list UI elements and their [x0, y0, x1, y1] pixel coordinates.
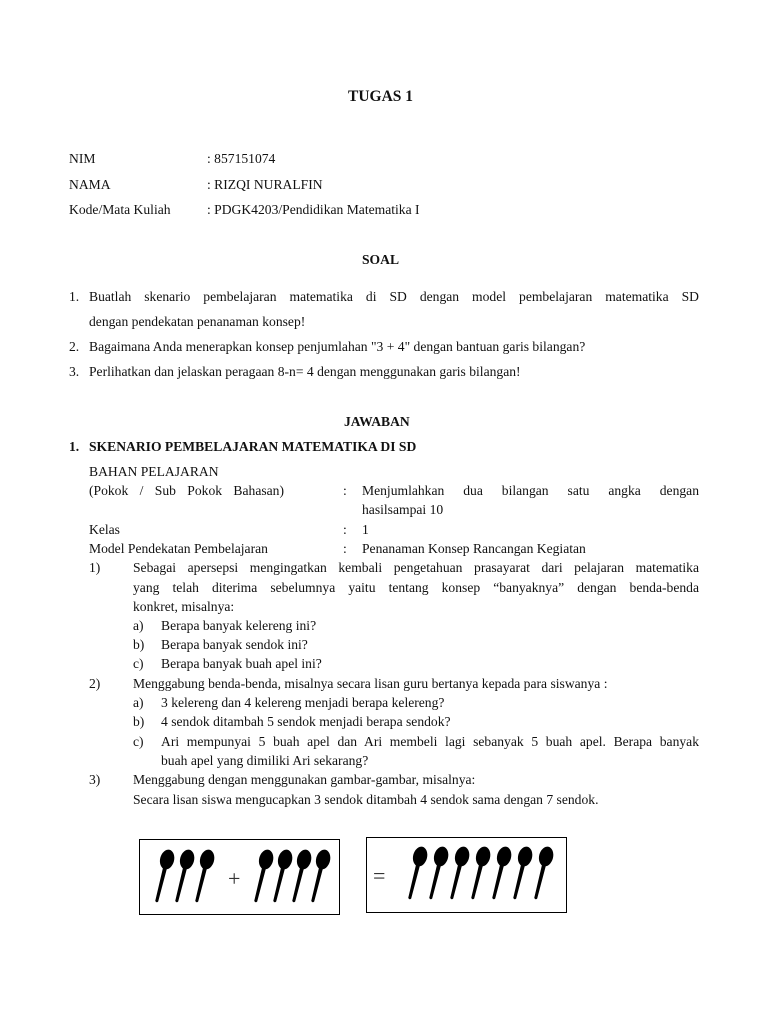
bahan-heading: BAHAN PELAJARAN: [89, 464, 219, 479]
step-number: 3): [89, 772, 101, 787]
soal-text: Bagaimana Anda menerapkan konsep penjumlahan "3 + 4" dengan bantuan garis bilangan?: [89, 339, 586, 354]
bahan-colon: :: [343, 541, 347, 556]
step-item-letter: b): [133, 637, 145, 652]
bahan-value: 1: [362, 522, 369, 537]
step-text: Menggabung dengan menggunakan gambar-gambar, misalnya:: [133, 772, 476, 787]
step-item-text: 3 kelereng dan 4 kelereng menjadi berapa kelereng?: [161, 695, 445, 710]
section-title: SKENARIO PEMBELAJARAN MATEMATIKA DI SD: [89, 439, 417, 454]
bahan-value: Menjumlahkan dua bilangan satu angka dengan: [362, 483, 699, 498]
step-text: Menggabung benda-benda, misalnya secara lisan guru bertanya kepada para siswanya :: [133, 676, 608, 691]
step-text: yang telah diterima sebelumnya yaitu tentang konsep “banyaknya” dengan benda-benda: [133, 580, 699, 595]
identity-label-nama: NAMA: [69, 177, 111, 192]
step-item-letter: c): [133, 656, 144, 671]
step-item-text-continued: buah apel yang dimiliki Ari sekarang?: [161, 753, 369, 768]
bahan-colon: :: [343, 522, 347, 537]
identity-value-nim: : 857151074: [207, 151, 276, 166]
jawaban-heading: JAWABAN: [344, 414, 410, 429]
bahan-colon: :: [343, 483, 347, 498]
step-item-text: 4 sendok ditambah 5 sendok menjadi berapa sendok?: [161, 714, 451, 729]
equals-sign: =: [373, 863, 386, 888]
step-item-letter: b): [133, 714, 145, 729]
bahan-value: Penanaman Konsep Rancangan Kegiatan: [362, 541, 586, 556]
spoon-icon: [191, 848, 215, 908]
step-item-text: Ari mempunyai 5 buah apel dan Ari membeli lagi sebanyak 5 buah apel. Berapa banyak: [161, 734, 699, 749]
soal-text: Perlihatkan dan jelaskan peragaan 8-n= 4 dengan menggunakan garis bilangan!: [89, 364, 521, 379]
step-number: 2): [89, 676, 101, 691]
step-text: Sebagai apersepsi mengingatkan kembali pengetahuan prasayarat dari pelajaran matematika: [133, 560, 699, 575]
step-item-letter: a): [133, 618, 144, 633]
spoon-icon: [307, 848, 331, 908]
step-item-text: Berapa banyak sendok ini?: [161, 637, 308, 652]
identity-value-course: : PDGK4203/Pendidikan Matematika I: [207, 202, 420, 217]
soal-text: Buatlah skenario pembelajaran matematika di SD dengan model pembelajaran matematika SD: [89, 289, 699, 304]
soal-number: 2.: [69, 339, 80, 354]
step-text: konkret, misalnya:: [133, 599, 235, 614]
spoon-icon: [530, 845, 554, 905]
section-number: 1.: [69, 439, 80, 454]
identity-label-course: Kode/Mata Kuliah: [69, 202, 171, 217]
bahan-label: Kelas: [89, 522, 120, 537]
plus-sign: +: [228, 866, 241, 891]
step-item-text: Berapa banyak kelereng ini?: [161, 618, 317, 633]
identity-value-nama: : RIZQI NURALFIN: [207, 177, 323, 192]
step-text: Secara lisan siswa mengucapkan 3 sendok ditambah 4 sendok sama dengan 7 sendok.: [133, 792, 599, 807]
step-number: 1): [89, 560, 101, 575]
soal-number: 1.: [69, 289, 80, 304]
page-title: TUGAS 1: [348, 88, 414, 105]
identity-label-nim: NIM: [69, 151, 96, 166]
bahan-label: Model Pendekatan Pembelajaran: [89, 541, 268, 556]
step-item-letter: c): [133, 734, 144, 749]
soal-number: 3.: [69, 364, 80, 379]
step-item-letter: a): [133, 695, 144, 710]
soal-heading: SOAL: [362, 252, 400, 267]
bahan-value-continued: hasilsampai 10: [362, 502, 444, 517]
soal-text-continued: dengan pendekatan penanaman konsep!: [89, 314, 306, 329]
step-item-text: Berapa banyak buah apel ini?: [161, 656, 322, 671]
bahan-label: (Pokok / Sub Pokok Bahasan): [89, 483, 284, 498]
